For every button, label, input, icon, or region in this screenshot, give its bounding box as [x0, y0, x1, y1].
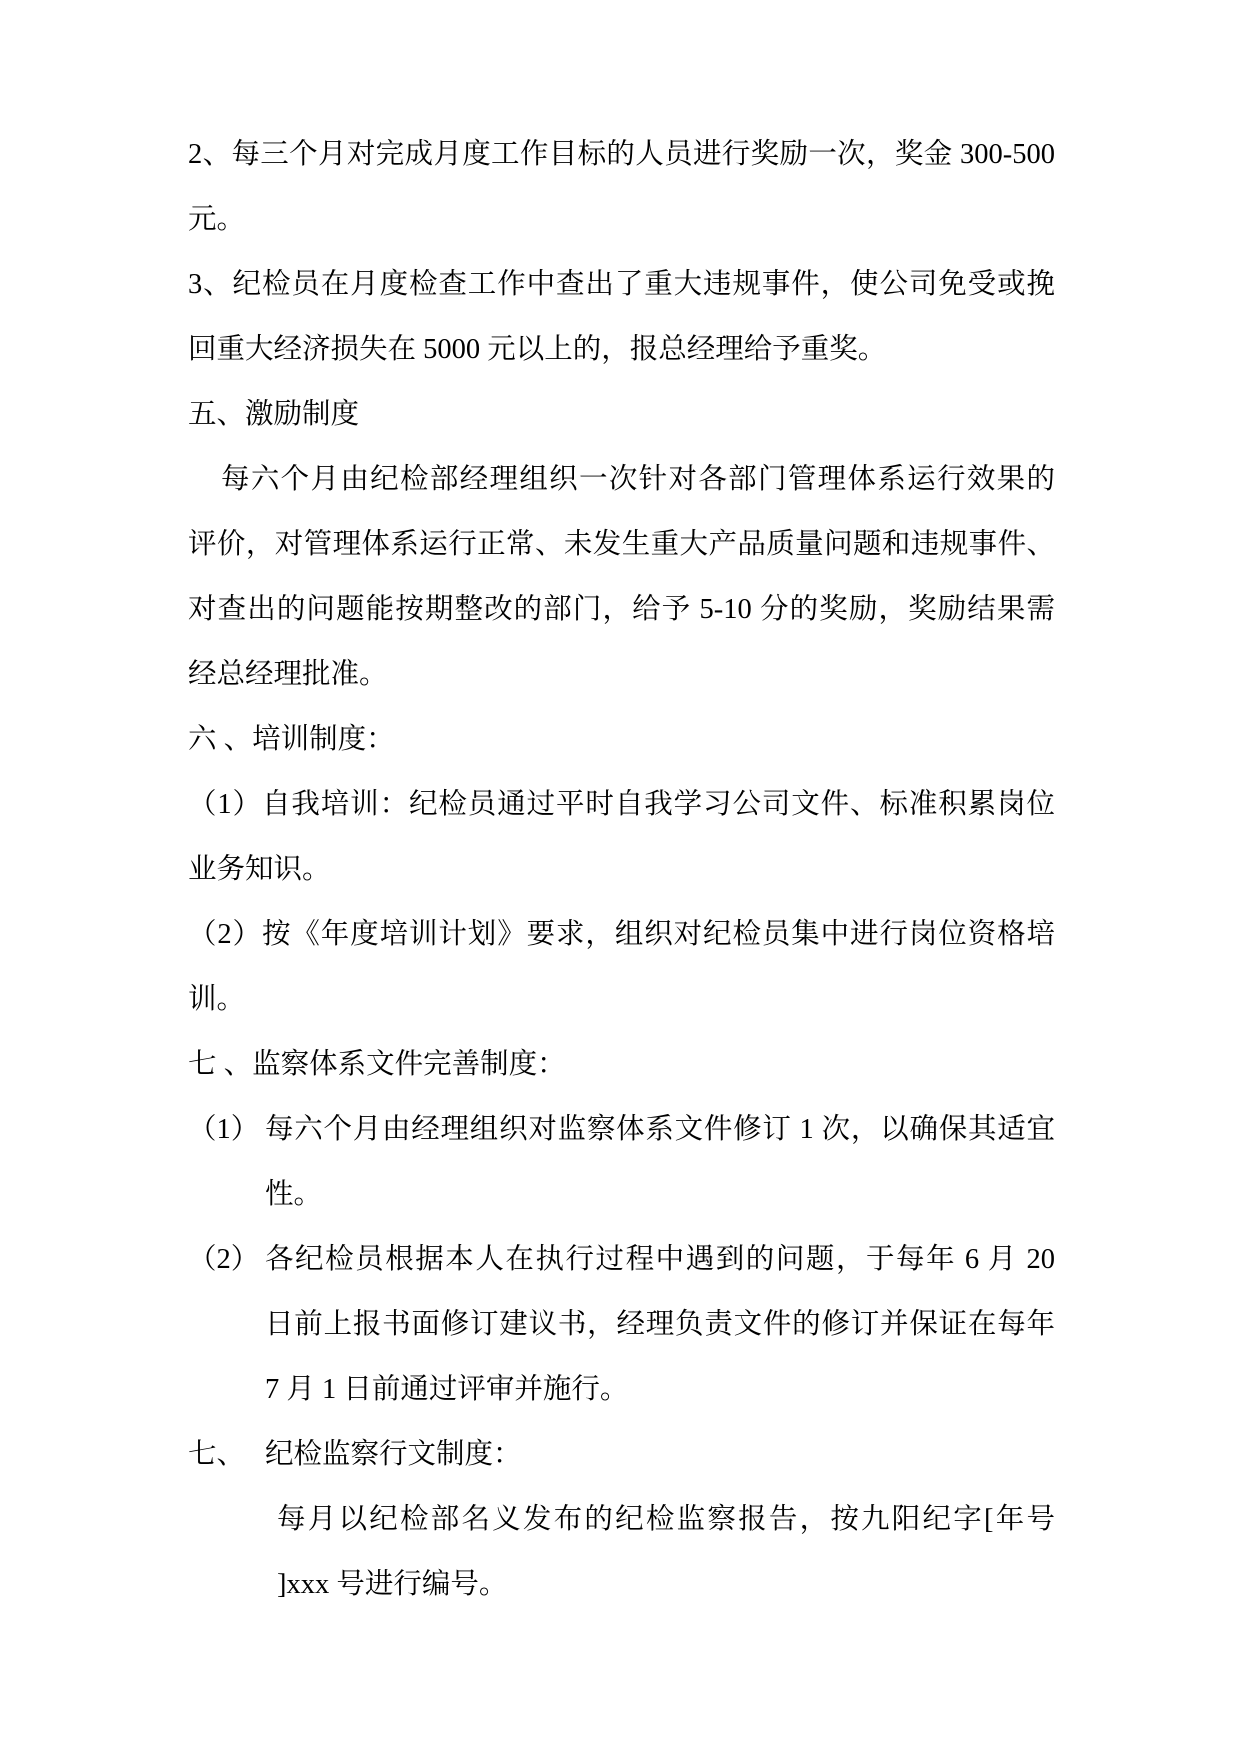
- paragraph-award-2: [188, 122, 1055, 252]
- section-heading-training: 六 、培训制度：: [188, 724, 395, 755]
- paragraph-incentive: [188, 447, 1055, 707]
- text-line: 评价，对管理体系运行正常、未发生重大产品质量问题和违规事件、: [188, 529, 1055, 560]
- paragraph-award-3: [188, 252, 1055, 382]
- text-line: 3、纪检员在月度检查工作中查出了重大违规事件，使公司免受或挽: [188, 269, 1055, 300]
- item-number: （1）: [188, 1114, 260, 1145]
- paragraph-writing: [188, 1487, 1055, 1617]
- text-line: 对查出的问题能按期整改的部门，给予 5-10 分的奖励，奖励结果需: [188, 594, 1055, 625]
- text-line: 每六个月由纪检部经理组织一次针对各部门管理体系运行效果的: [221, 464, 1055, 495]
- section-heading-incentive: 五、激励制度: [188, 399, 360, 430]
- text-line: ]xxx 号进行编号。: [277, 1569, 508, 1600]
- text-line: 性。: [265, 1179, 323, 1210]
- text-line: 回重大经济损失在 5000 元以上的，报总经理给予重奖。: [188, 334, 887, 365]
- text-line: （1）自我培训：纪检员通过平时自我学习公司文件、标准积累岗位: [188, 789, 1055, 820]
- text-line: 每月以纪检部名义发布的纪检监察报告，按九阳纪字[年号: [277, 1504, 1055, 1535]
- text-line: （2）按《年度培训计划》要求，组织对纪检员集中进行岗位资格培: [188, 919, 1055, 950]
- section-number: 七、: [188, 1439, 246, 1470]
- paragraph-training-plan: [188, 902, 1055, 1032]
- document-body: [188, 122, 1055, 1617]
- paragraph-training-self: [188, 772, 1055, 902]
- text-line: 每六个月由经理组织对监察体系文件修订 1 次，以确保其适宜: [265, 1114, 1055, 1145]
- section-title: 纪检监察行文制度：: [265, 1439, 522, 1470]
- text-line: 2、每三个月对完成月度工作目标的人员进行奖励一次，奖金 300-500: [188, 139, 1055, 170]
- text-line: 各纪检员根据本人在执行过程中遇到的问题，于每年 6 月 20: [265, 1244, 1055, 1275]
- section-heading-writing: [188, 1422, 1055, 1487]
- documents-item-1: [188, 1097, 1055, 1227]
- documents-item-2: [188, 1227, 1055, 1422]
- item-number: （2）: [188, 1244, 260, 1275]
- hanging-line: [188, 1097, 1055, 1162]
- text-line: 业务知识。: [188, 854, 331, 885]
- text-line: 日前上报书面修订建议书，经理负责文件的修订并保证在每年: [265, 1309, 1055, 1340]
- text-line: 经总经理批准。: [188, 659, 388, 690]
- text-line: 元。: [188, 204, 246, 235]
- hanging-line: [188, 1227, 1055, 1292]
- section-heading-documents: 七 、监察体系文件完善制度：: [188, 1049, 566, 1080]
- text-line: 7 月 1 日前通过评审并施行。: [265, 1374, 629, 1405]
- text-line: 训。: [188, 984, 246, 1015]
